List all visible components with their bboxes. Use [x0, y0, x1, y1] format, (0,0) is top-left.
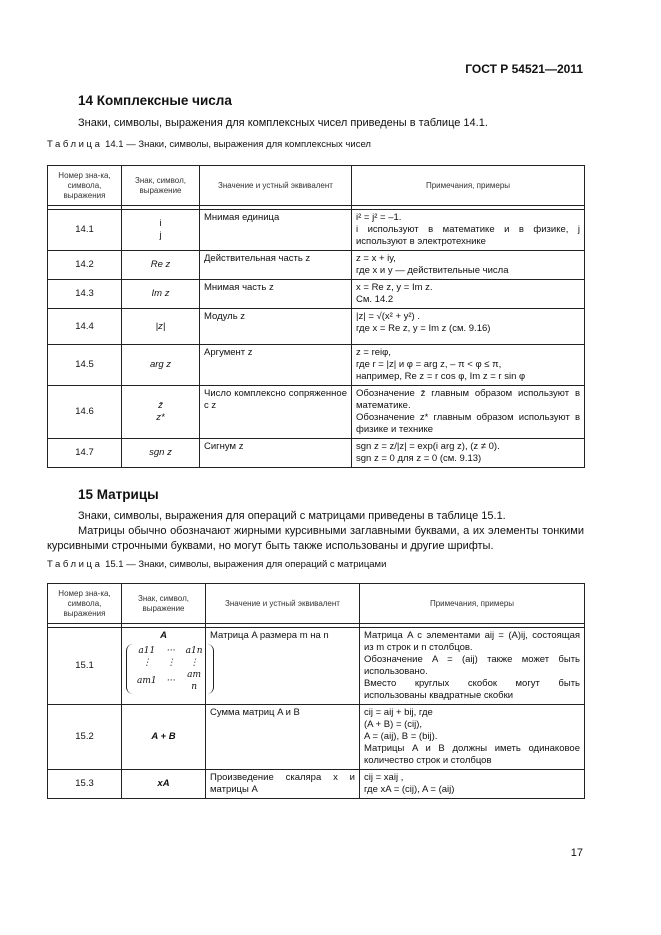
row-notes: Матрица A с элементами aij = (A)ij, состоящая из m строк и n столбцов. Обозначение A = (aij) также может быть использовано. Вместо круглых скобок могут быть использованы квадратные скобки	[360, 628, 585, 705]
section-14-intro: Знаки, символы, выражения для комплексных чисел приведены в таблице 14.1.	[78, 117, 488, 129]
row-sign: Re z	[122, 251, 200, 280]
row-meaning: Мнимая единица	[200, 210, 352, 251]
column-header: Номер зна-ка, символа, выражения	[48, 166, 122, 206]
row-notes: sgn z = z/|z| = exp(i arg z), (z ≠ 0). sgn z = 0 для z = 0 (см. 9.13)	[352, 439, 585, 468]
row-meaning: Аргумент z	[200, 345, 352, 386]
table-14-1	[47, 165, 585, 468]
row-notes: z = reiφ, где r = |z| и φ = arg z, – π < φ ≤ π, например, Re z = r cos φ, Im z = r sin φ	[352, 345, 585, 386]
page-number: 17	[570, 847, 583, 859]
row-notes: cij = aij + bij, где (A + B) = (cij), A = (aij), B = (bij). Матрицы A и B должны иметь одинаковое количество строк и столбцов	[360, 705, 585, 770]
row-sign: sgn z	[122, 439, 200, 468]
row-meaning: Мнимая часть z	[200, 280, 352, 309]
column-header: Номер зна-ка, символа, выражения	[48, 584, 122, 624]
row-number: 14.6	[48, 386, 122, 439]
matrix-symbol: A	[160, 630, 167, 641]
table-row	[48, 439, 585, 468]
caption-label: Таблица	[47, 559, 103, 570]
column-header: Примечания, примеры	[360, 584, 585, 624]
matrix-cell: ···	[166, 646, 176, 656]
matrix-cell: ⋮	[166, 658, 176, 668]
row-sign: A + B	[122, 705, 206, 770]
column-header: Значение и устный эквивалент	[206, 584, 360, 624]
row-number: 15.2	[48, 705, 122, 770]
row-notes: Обозначение z̄ главным образом используют в математике. Обозначение z* главным образом используют в физике и технике	[352, 386, 585, 439]
row-meaning: Число комплексно сопряженное с z	[200, 386, 352, 439]
row-number: 15.1	[48, 628, 122, 705]
matrix-cell: am1	[137, 676, 157, 686]
table-row	[48, 345, 585, 386]
row-number: 14.4	[48, 309, 122, 345]
row-number: 14.1	[48, 210, 122, 251]
table-15-1	[47, 583, 585, 799]
matrix-cell: a1n	[185, 646, 203, 656]
matrix-cell: ⋮	[189, 658, 199, 668]
matrix-cell: a11	[138, 646, 156, 656]
table-row	[48, 705, 585, 770]
table-15-1-caption	[47, 559, 386, 570]
matrix-cell: am n	[187, 670, 202, 692]
row-meaning: Матрица A размера m на n	[206, 628, 360, 705]
row-sign: xA	[122, 770, 206, 799]
caption-text: 15.1 — Знаки, символы, выражения для операций с матрицами	[105, 559, 387, 570]
row-number: 14.3	[48, 280, 122, 309]
table-row	[48, 386, 585, 439]
intro-line-1: Знаки, символы, выражения для операций с матрицами приведены в таблице 15.1.	[78, 510, 506, 522]
row-sign	[122, 628, 206, 705]
table-row	[48, 770, 585, 799]
column-header: Примечания, примеры	[352, 166, 585, 206]
row-meaning: Действительная часть z	[200, 251, 352, 280]
column-header: Знак, символ, выражение	[122, 584, 206, 624]
matrix-cell: ⋮	[142, 658, 152, 668]
document-code: ГОСТ Р 54521—2011	[465, 62, 583, 76]
row-meaning: Произведение скаляра x и матрицы A	[206, 770, 360, 799]
matrix-grid	[132, 645, 208, 693]
section-15-intro	[47, 509, 584, 554]
row-meaning: Сигнум z	[200, 439, 352, 468]
row-number: 14.2	[48, 251, 122, 280]
table-14-1-caption	[47, 139, 371, 150]
caption-text: 14.1 — Знаки, символы, выражения для комплексных чисел	[105, 139, 371, 150]
row-sign: arg z	[122, 345, 200, 386]
row-sign: i j	[122, 210, 200, 251]
section-14-title: 14 Комплексные числа	[78, 93, 232, 108]
row-notes: cij = xaij , где xA = (cij), A = (aij)	[360, 770, 585, 799]
row-sign: |z|	[122, 309, 200, 345]
table-row	[48, 210, 585, 251]
row-sign: z̄ z*	[122, 386, 200, 439]
matrix-cell: ···	[166, 676, 176, 686]
table-row	[48, 628, 585, 705]
column-header: Значение и устный эквивалент	[200, 166, 352, 206]
row-notes: z = x + iy, где x и y — действительные числа	[352, 251, 585, 280]
row-meaning: Сумма матриц A и B	[206, 705, 360, 770]
row-notes: x = Re z, y = Im z. См. 14.2	[352, 280, 585, 309]
table-row	[48, 309, 585, 345]
table-row	[48, 280, 585, 309]
row-number: 14.7	[48, 439, 122, 468]
row-meaning: Модуль z	[200, 309, 352, 345]
caption-label: Таблица	[47, 139, 103, 150]
section-15-title: 15 Матрицы	[78, 487, 159, 502]
row-notes: |z| = √(x² + y²) . где x = Re z, y = Im z (см. 9.16)	[352, 309, 585, 345]
table-row	[48, 251, 585, 280]
row-number: 14.5	[48, 345, 122, 386]
row-number: 15.3	[48, 770, 122, 799]
row-sign: Im z	[122, 280, 200, 309]
column-header: Знак, символ, выражение	[122, 166, 200, 206]
row-notes: i² = j² = –1. i используют в математике и в физике, j используют в электротехнике	[352, 210, 585, 251]
intro-line-2: Матрицы обычно обозначают жирными курсивными заглавными буквами, а их элементы тонкими курсивными строчными буквами, но могут быть также использованы и другие шрифты.	[47, 525, 584, 552]
matrix-display	[126, 644, 214, 694]
